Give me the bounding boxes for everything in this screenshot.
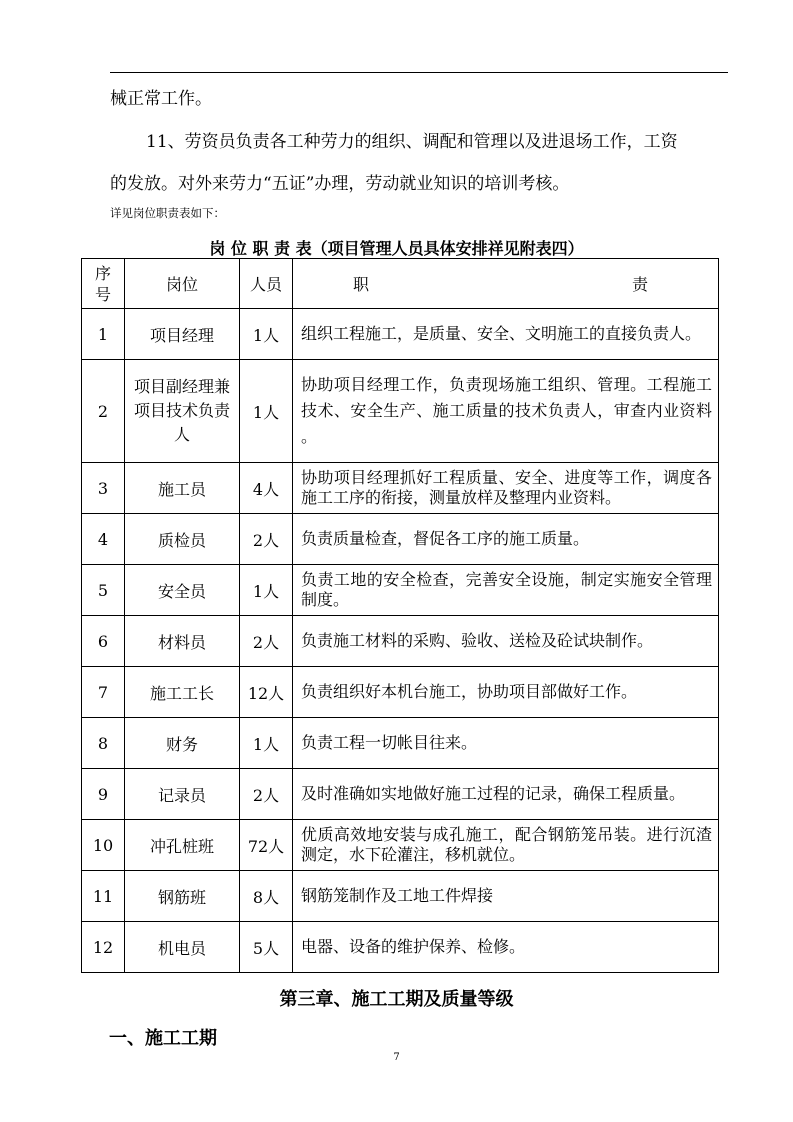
row-number: 11 [82,871,125,922]
header-no: 序 号 [82,259,125,309]
table-row [82,463,719,514]
item-11-line2: 的发放。对外来劳力“五证”办理，劳动就业知识的培训考核。 [110,174,570,194]
table-row [82,360,719,463]
header-position: 岗位 [125,259,240,309]
item-11-line1: 11、劳资员负责各工种劳力的组织、调配和管理以及进退场工作，工资 [146,132,678,152]
row-duty: 及时准确如实地做好施工过程的记录，确保工程质量。 [293,769,719,820]
row-duty: 钢筋笼制作及工地工件焊接 [293,871,719,922]
row-number: 10 [82,820,125,871]
row-count: 12人 [240,667,293,718]
row-number: 3 [82,463,125,514]
table-row [82,616,719,667]
row-count: 1人 [240,565,293,616]
table-header-row [82,259,719,309]
row-count: 1人 [240,360,293,463]
row-position: 冲孔桩班 [125,820,240,871]
row-duty: 负责施工材料的采购、验收、送检及砼试块制作。 [293,616,719,667]
row-number: 1 [82,309,125,360]
row-count: 1人 [240,309,293,360]
row-position: 质检员 [125,514,240,565]
row-position: 项目副经理兼项目技术负责人 [125,360,240,463]
table-row [82,667,719,718]
row-duty: 负责工地的安全检查，完善安全设施，制定实施安全管理制度。 [293,565,719,616]
section-heading: 一、施工工期 [109,1028,217,1049]
row-count: 2人 [240,616,293,667]
row-position: 材料员 [125,616,240,667]
row-position: 施工工长 [125,667,240,718]
table-row [82,718,719,769]
header-duty: 职 责 [293,259,719,309]
row-count: 72人 [240,820,293,871]
row-position: 记录员 [125,769,240,820]
row-duty: 协助项目经理抓好工程质量、安全、进度等工作，调度各施工工序的衔接，测量放样及整理内业资料。 [293,463,719,514]
row-duty: 协助项目经理工作，负责现场施工组织、管理。工程施工技术、安全生产、施工质量的技术负责人，审查内业资料 。 [293,360,719,463]
header-rule [110,72,728,73]
header-count: 人员 [240,259,293,309]
row-duty: 负责工程一切帐目往来。 [293,718,719,769]
continuation-text: 械正常工作。 [110,89,212,109]
row-position: 施工员 [125,463,240,514]
row-count: 8人 [240,871,293,922]
row-position: 安全员 [125,565,240,616]
table-row [82,565,719,616]
duty-table [81,258,719,973]
row-number: 8 [82,718,125,769]
row-position: 项目经理 [125,309,240,360]
row-count: 4人 [240,463,293,514]
row-number: 2 [82,360,125,463]
chapter-heading: 第三章、施工工期及质量等级 [279,989,514,1010]
row-number: 5 [82,565,125,616]
row-number: 12 [82,922,125,973]
row-position: 机电员 [125,922,240,973]
row-number: 9 [82,769,125,820]
row-number: 6 [82,616,125,667]
table-row [82,514,719,565]
table-row [82,871,719,922]
row-position: 钢筋班 [125,871,240,922]
row-number: 7 [82,667,125,718]
row-count: 5人 [240,922,293,973]
table-row [82,820,719,871]
table-row [82,309,719,360]
table-note: 详见岗位职责表如下： [110,206,225,220]
row-duty: 负责组织好本机台施工，协助项目部做好工作。 [293,667,719,718]
table-row [82,922,719,973]
table-row [82,769,719,820]
row-duty: 组织工程施工，是质量、安全、文明施工的直接负责人。 [293,309,719,360]
row-number: 4 [82,514,125,565]
row-count: 2人 [240,514,293,565]
row-duty: 负责质量检查，督促各工序的施工质量。 [293,514,719,565]
row-position: 财务 [125,718,240,769]
row-count: 1人 [240,718,293,769]
table-title: 岗 位 职 责 表（项目管理人员具体安排祥见附表四） [209,239,584,258]
row-duty: 电器、设备的维护保养、检修。 [293,922,719,973]
row-duty: 优质高效地安装与成孔施工，配合钢筋笼吊装。进行沉渣测定，水下砼灌注，移机就位。 [293,820,719,871]
row-count: 2人 [240,769,293,820]
page-number: 7 [393,1052,400,1063]
